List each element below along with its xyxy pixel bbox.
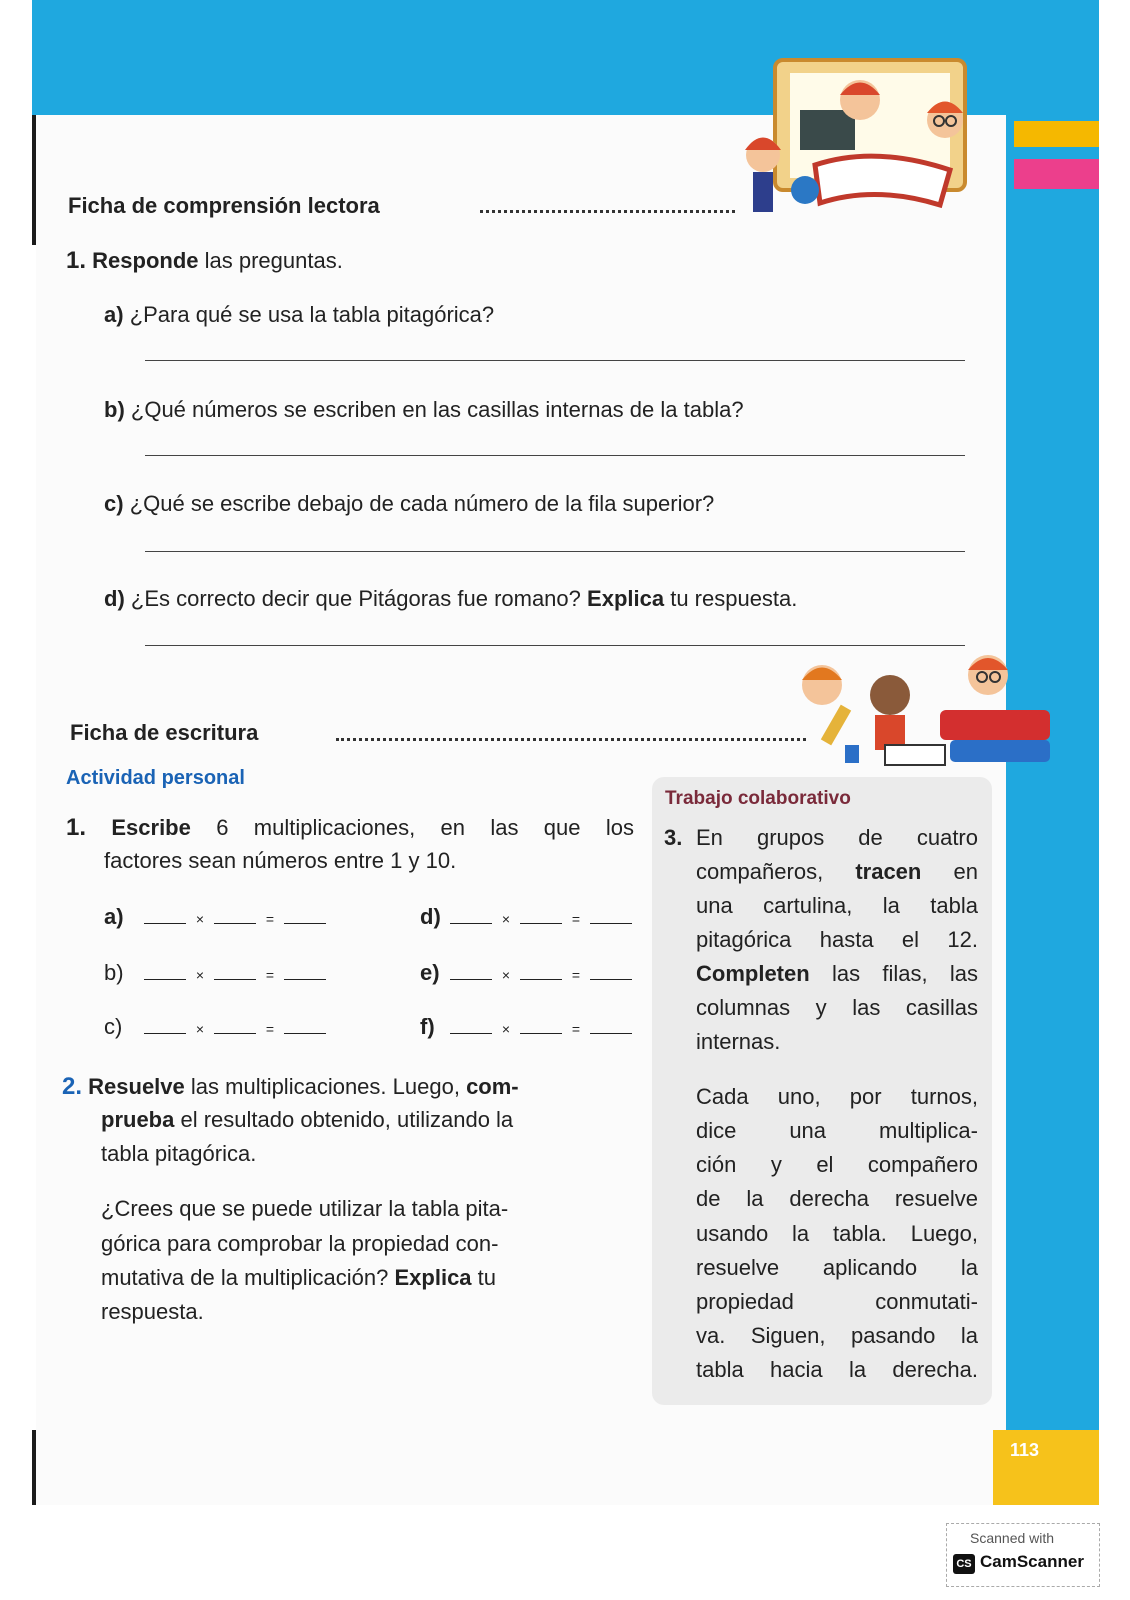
mult-a bbox=[104, 904, 326, 930]
kids-books-illustration bbox=[790, 650, 1075, 780]
answer-line-c[interactable] bbox=[145, 551, 965, 552]
collab-line5-bold: Completen bbox=[696, 961, 810, 986]
collab-line7: internas. bbox=[696, 1029, 781, 1054]
times-symbol: × bbox=[501, 1021, 511, 1037]
question-d-text: ¿Es correcto decir que Pitágoras fue romano? bbox=[130, 586, 581, 611]
mult-b-factor2[interactable] bbox=[214, 963, 256, 980]
esc-q1-bold: Escribe bbox=[111, 815, 191, 840]
left-edge-shadow bbox=[32, 115, 36, 245]
times-symbol: × bbox=[501, 911, 511, 927]
camscanner-brand: CamScanner bbox=[980, 1552, 1084, 1571]
equals-symbol: = bbox=[265, 911, 275, 927]
collab-p2-line9: tabla hacia la derecha. bbox=[696, 1357, 978, 1382]
esc-q2-rest2: el resultado obtenido, utilizando la bbox=[180, 1107, 514, 1132]
mult-a-result[interactable] bbox=[284, 907, 326, 924]
comprension-title bbox=[68, 193, 380, 219]
esc-q2-bold1: Resuelve bbox=[88, 1074, 185, 1099]
mult-d-factor1[interactable] bbox=[450, 907, 492, 924]
mult-b-result[interactable] bbox=[284, 963, 326, 980]
esc-q2-line2 bbox=[101, 1107, 513, 1133]
esc-p-line3 bbox=[101, 1265, 496, 1291]
camscanner-logo-icon: CS bbox=[953, 1554, 975, 1574]
mult-d-factor2[interactable] bbox=[520, 907, 562, 924]
esc-q2-line3: tabla pitagórica. bbox=[101, 1141, 257, 1166]
page-number-box bbox=[993, 1430, 1099, 1505]
camscanner-line1: Scanned with bbox=[970, 1530, 1055, 1546]
page-number: 113 bbox=[1010, 1440, 1040, 1460]
question-c-text: ¿Qué se escribe debajo de cada número de la fila superior? bbox=[129, 491, 715, 516]
collab-p2-line2: dice una multiplica- bbox=[696, 1118, 978, 1143]
esc-p-line3-pre: mutativa de la multiplicación? bbox=[101, 1265, 389, 1290]
mult-c-factor1[interactable] bbox=[144, 1017, 186, 1034]
mult-e-result[interactable] bbox=[590, 963, 632, 980]
mult-b-factor1[interactable] bbox=[144, 963, 186, 980]
mult-a-label: a) bbox=[104, 904, 124, 929]
q1-number: 1. bbox=[66, 247, 87, 274]
left-edge-shadow-bottom bbox=[32, 1430, 36, 1505]
collab-line6: columnas y las casillas bbox=[696, 995, 978, 1020]
collab-p2-line8: va. Siguen, pasando la bbox=[696, 1323, 978, 1348]
escritura-title-dots bbox=[336, 738, 806, 741]
question-d-label: d) bbox=[104, 586, 125, 611]
answer-line-a[interactable] bbox=[145, 360, 965, 361]
kids-reading-illustration bbox=[735, 45, 995, 225]
mult-e-label: e) bbox=[420, 960, 440, 985]
collab-line4: pitagórica hasta el 12. bbox=[696, 927, 978, 952]
pink-tab bbox=[1014, 159, 1099, 189]
equals-symbol: = bbox=[571, 967, 581, 983]
collab-line2-pre: compañeros, bbox=[696, 859, 824, 884]
collab-p2-line3: ción y el compañero bbox=[696, 1152, 978, 1177]
collab-line2-post: en bbox=[953, 859, 978, 884]
collab-line3: una cartulina, la tabla bbox=[696, 893, 978, 918]
collab-line5 bbox=[696, 961, 978, 987]
collab-q3-number: 3. bbox=[664, 825, 683, 850]
answer-line-d[interactable] bbox=[145, 645, 965, 646]
question-a bbox=[104, 302, 494, 328]
mult-e bbox=[420, 960, 632, 986]
question-b bbox=[104, 397, 744, 423]
times-symbol: × bbox=[195, 967, 205, 983]
mult-b bbox=[104, 960, 326, 986]
collab-p2-line7: propiedad conmutati- bbox=[696, 1289, 978, 1314]
mult-a-factor2[interactable] bbox=[214, 907, 256, 924]
esc-q2-bold3: prueba bbox=[101, 1107, 175, 1132]
mult-c bbox=[104, 1014, 326, 1040]
collab-p2-line4: de la derecha resuelve bbox=[696, 1186, 978, 1211]
escritura-title-text: Ficha de escritura bbox=[70, 720, 259, 745]
mult-f-factor2[interactable] bbox=[520, 1017, 562, 1034]
mult-b-label: b) bbox=[104, 960, 124, 985]
esc-p-line2: górica para comprobar la propiedad con- bbox=[101, 1231, 499, 1256]
yellow-tab bbox=[1014, 121, 1099, 147]
question-b-text: ¿Qué números se escriben en las casillas internas de la tabla? bbox=[130, 397, 744, 422]
question-d bbox=[104, 586, 797, 612]
collab-line5-post: las filas, las bbox=[831, 961, 978, 986]
esc-q2-line1 bbox=[62, 1073, 519, 1101]
esc-p-line4: respuesta. bbox=[101, 1299, 204, 1324]
question-d-bold: Explica bbox=[587, 586, 665, 611]
equals-symbol: = bbox=[265, 1021, 275, 1037]
equals-symbol: = bbox=[571, 911, 581, 927]
actividad-personal-label: Actividad personal bbox=[66, 767, 245, 789]
mult-c-factor2[interactable] bbox=[214, 1017, 256, 1034]
esc-q2-number: 2. bbox=[62, 1073, 83, 1100]
mult-e-factor2[interactable] bbox=[520, 963, 562, 980]
mult-f-label: f) bbox=[420, 1014, 435, 1039]
mult-f bbox=[420, 1014, 632, 1040]
esc-q1-number: 1. bbox=[66, 814, 87, 841]
mult-f-factor1[interactable] bbox=[450, 1017, 492, 1034]
esc-p-line3-bold: Explica bbox=[394, 1265, 472, 1290]
mult-c-result[interactable] bbox=[284, 1017, 326, 1034]
esc-p-line1: ¿Crees que se puede utilizar la tabla pita- bbox=[101, 1196, 509, 1221]
question-b-label: b) bbox=[104, 397, 125, 422]
question-c bbox=[104, 491, 714, 517]
mult-d-result[interactable] bbox=[590, 907, 632, 924]
esc-q1-line2: factores sean números entre 1 y 10. bbox=[104, 848, 457, 873]
collab-p2-line1: Cada uno, por turnos, bbox=[696, 1084, 978, 1109]
question-a-label: a) bbox=[104, 302, 124, 327]
collab-title: Trabajo colaborativo bbox=[665, 788, 851, 809]
comprension-title-dots bbox=[480, 210, 735, 213]
escritura-title bbox=[70, 720, 258, 746]
mult-f-result[interactable] bbox=[590, 1017, 632, 1034]
question-d-rest: tu respuesta. bbox=[670, 586, 798, 611]
esc-q1-line1 bbox=[66, 814, 634, 842]
times-symbol: × bbox=[195, 911, 205, 927]
mult-c-label: c) bbox=[104, 1014, 123, 1039]
esc-p-line3-post: tu bbox=[477, 1265, 497, 1290]
collab-p2-line5: usando la tabla. Luego, bbox=[696, 1221, 978, 1246]
mult-e-factor1[interactable] bbox=[450, 963, 492, 980]
answer-line-b[interactable] bbox=[145, 455, 965, 456]
comprension-title-text: Ficha de comprensión lectora bbox=[68, 193, 380, 218]
question-c-label: c) bbox=[104, 491, 124, 516]
mult-a-factor1[interactable] bbox=[144, 907, 186, 924]
collab-p2-line6: resuelve aplicando la bbox=[696, 1255, 978, 1280]
collab-line2-bold: tracen bbox=[855, 859, 922, 884]
equals-symbol: = bbox=[265, 967, 275, 983]
esc-q1-rest: 6 multiplicaciones, en las que los bbox=[216, 815, 634, 840]
mult-d bbox=[420, 904, 632, 930]
mult-d-label: d) bbox=[420, 904, 441, 929]
q1-line bbox=[66, 247, 343, 275]
collab-line2 bbox=[696, 859, 978, 885]
q1-bold: Responde bbox=[92, 248, 199, 273]
esc-q2-rest1: las multiplicaciones. Luego, bbox=[190, 1074, 460, 1099]
collab-line1: En grupos de cuatro bbox=[696, 825, 978, 850]
q1-rest: las preguntas. bbox=[204, 248, 343, 273]
times-symbol: × bbox=[501, 967, 511, 983]
equals-symbol: = bbox=[571, 1021, 581, 1037]
times-symbol: × bbox=[195, 1021, 205, 1037]
esc-q2-bold2: com- bbox=[466, 1074, 519, 1099]
question-a-text: ¿Para qué se usa la tabla pitagórica? bbox=[129, 302, 495, 327]
